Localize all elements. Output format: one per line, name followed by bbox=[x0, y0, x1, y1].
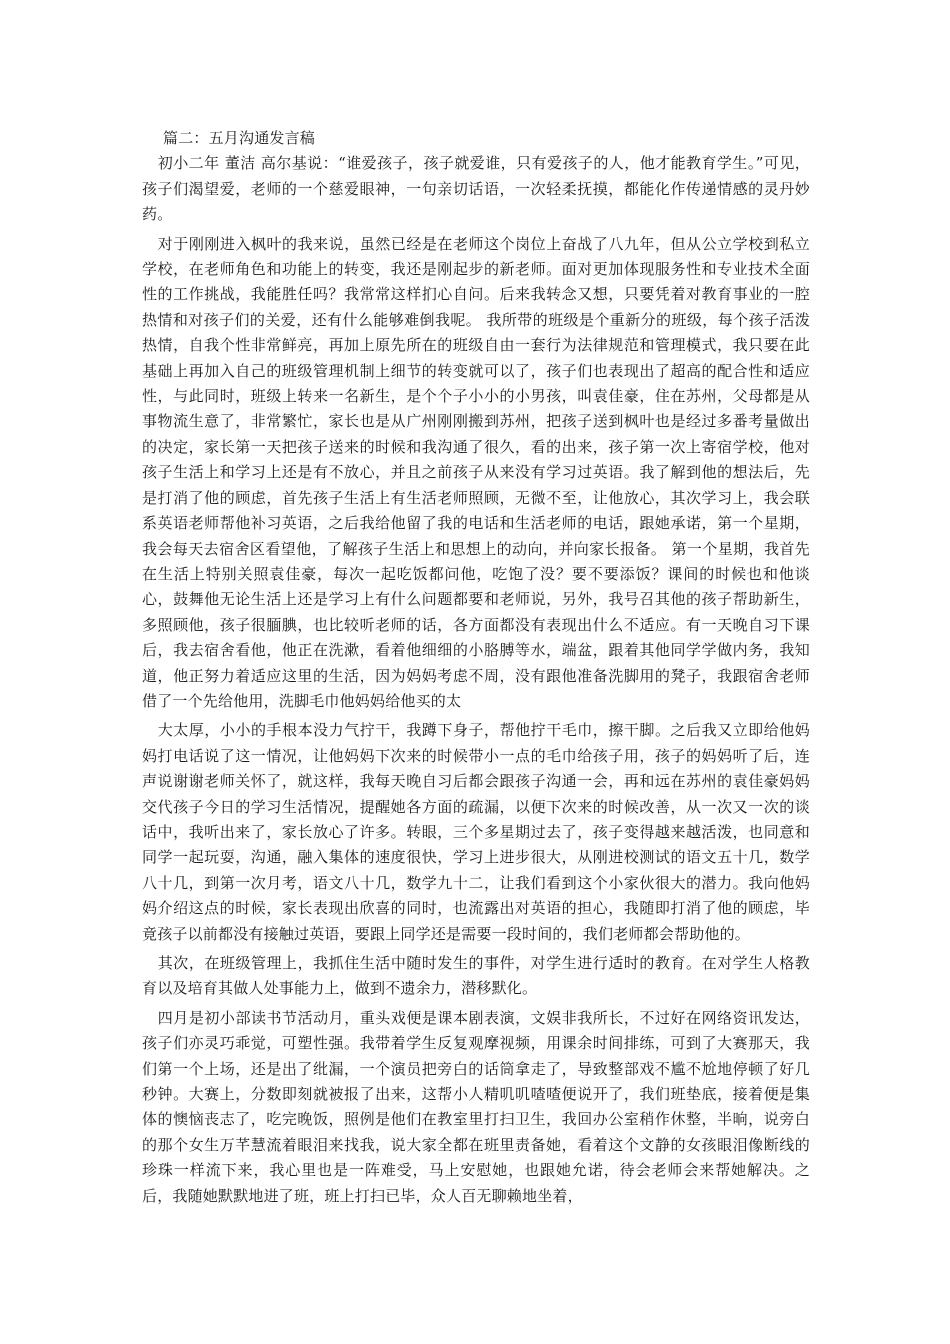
paragraph-reading-festival: 四月是初小部读书节活动月，重头戏便是课本剧表演，文娱非我所长，不过好在网络资讯发达，孩子们亦灵巧乖觉，可塑性强。我带着学生反复观摩视频，用课余时间排练，可到了大赛那天，我们第一个上场，还是出了纰漏，一个演员把旁白的话筒拿走了，导致整部戏不尴不尬地停顿了好几秒钟。大赛上，分数即刻就被报了出来，这帮小人精叽叽喳喳便说开了，我们班垫底，接着便是集体的懊恼丧志了，吃完晚饭，照例是他们在教室里打扫卫生，我回办公室稍作休整，半晌，说旁白的那个女生万芊慧流着眼泪来找我，说大家全都在班里责备她，看着这个文静的女孩眼泪像断线的珍珠一样流下来，我心里也是一阵难受，马上安慰她，也跟她允诺，待会老师会来帮她解决。之后，我随她默默地进了班，班上打扫已毕，众人百无聊赖地坐着， bbox=[142, 1008, 810, 1205]
paragraph-new-teacher: 对于刚刚进入枫叶的我来说，虽然已经是在老师这个岗位上奋战了八九年，但从公立学校到私立学校，在老师角色和功能上的转变，我还是刚起步的新老师。面对更加体现服务性和专业技术全面性的工作挑战，我能胜任吗？我常常这样扪心自问。后来我转念又想，只要凭着对教育事业的一腔热情和对孩子们的关爱，还有什么能够难倒我呢。 我所带的班级是个重新分的班级，每个孩子活泼热情，自我个性非常鲜亮，再加上原先所在的班级自由一套行为法律规范和管理模式，我只要在此基础上再加入自己的班级管理机制上细节的转变就可以了，孩子们也表现出了超高的配合性和适应性，与此同时，班级上转来一名新生，是个个子小小的小男孩，叫袁佳豪，住在苏州，父母都是从事物流生意了，非常繁忙，家长也是从广州刚刚搬到苏州，把孩子送到枫叶也是经过多番考量做出的决定，家长第一天把孩子送来的时候和我沟通了很久，看的出来，孩子第一次上寄宿学校，他对孩子生活上和学习上还是有不放心，并且之前孩子从来没有学习过英语。我了解到他的想法后，先是打消了他的顾虑，首先孩子生活上有生活老师照顾，无微不至，让他放心，其次学习上，我会联系英语老师帮他补习英语，之后我给他留了我的电话和生活老师的电话，跟她承诺，第一个星期，我会每天去宿舍区看望他，了解孩子生活上和思想上的动向，并向家长报备。 第一个星期，我首先在生活上特别关照袁佳豪，每次一起吃饭都问他，吃饱了没？要不要添饭？课间的时候也和他谈心，鼓舞他无论生活上还是学习上有什么问题都要和老师说，另外，我号召其他的孩子帮助新生，多照顾他，孩子很腼腆，也比较听老师的话，各方面都没有表现出什么不适应。有一天晚自习下课后，我去宿舍看他，他正在洗漱，看着他细细的小胳膊等水，端盆，跟着其他同学学做内务，我知道，他正努力着适应这里的生活，因为妈妈考虑不周，没有跟他准备洗脚用的凳子，我跟宿舍老师借了一个先给他用，洗脚毛巾他妈妈给他买的太 bbox=[142, 234, 810, 710]
document-title: 篇二：五月沟通发言稿 bbox=[163, 129, 316, 147]
paragraph-intro: 初小二年 董洁 高尔基说：“谁爱孩子，孩子就爱谁，只有爱孩子的人，他才能教育学生。”可见，孩子们渴望爱，老师的一个慈爱眼神，一句亲切话语，一次轻柔抚摸，都能化作传递情感的灵丹妙药。 bbox=[142, 154, 810, 224]
paragraph-class-management: 其次，在班级管理上，我抓住生活中随时发生的事件，对学生进行适时的教育。在对学生人格教育以及培育其做人处事能力上，做到不遗余力，潜移默化。 bbox=[142, 954, 810, 998]
document-body bbox=[142, 126, 810, 1209]
paragraph-towel: 大太厚，小小的手根本没力气拧干，我蹲下身子，帮他拧干毛巾，擦干脚。之后我又立即给他妈妈打电话说了这一情况，让他妈妈下次来的时候带小一点的毛巾给孩子用，孩子的妈妈听了后，连声说谢谢老师关怀了，就这样，我每天晚自习后都会跟孩子沟通一会，再和远在苏州的袁佳豪妈妈交代孩子今日的学习生活情况，提醒她各方面的疏漏，以便下次来的时候改善，从一次又一次的谈话中，我听出来了，家长放心了许多。转眼，三个多星期过去了，孩子变得越来越活泼，也同意和同学一起玩耍，沟通，融入集体的速度很快，学习上进步很大，从刚进校测试的语文五十几，数学八十几，到第一次月考，语文八十几，数学九十二，让我们看到这个小家伙很大的潜力。我向他妈妈介绍这点的时候，家长表现出欣喜的同时，也流露出对英语的担心，我随即打消了他的顾虑，毕竟孩子以前都没有接触过英语，要跟上同学还是需要一段时间的，我们老师都会帮助他的。 bbox=[142, 721, 810, 943]
